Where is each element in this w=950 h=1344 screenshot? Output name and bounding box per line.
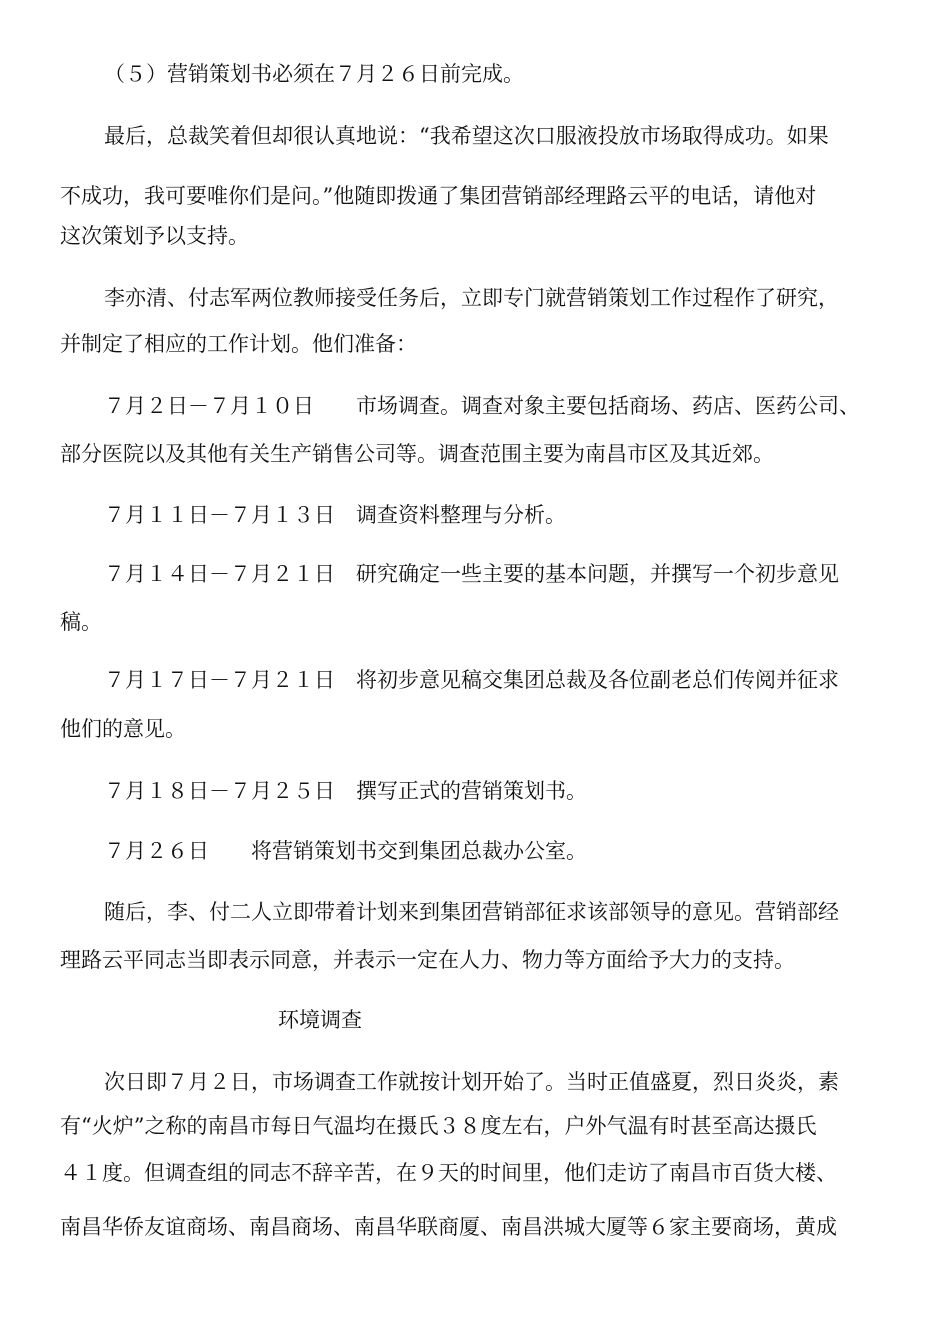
paragraph-teachers-line-2: 并制定了相应的工作计划。他们准备：: [60, 332, 417, 356]
schedule-item-3-line-2: 稿。: [60, 610, 102, 634]
paragraph-survey-line-1: 次日即７月２日，市场调查工作就按计划开始了。当时正值盛夏，烈日炎炎，素: [104, 1070, 839, 1094]
schedule-item-2: ７月１１日－７月１３日 调查资料整理与分析。: [104, 503, 566, 527]
schedule-item-5: ７月１８日－７月２５日 撰写正式的营销策划书。: [104, 779, 587, 803]
schedule-item-1-line-2: 部分医院以及其他有关生产销售公司等。调查范围主要为南昌市区及其近郊。: [60, 442, 774, 466]
paragraph-survey-line-3: ４１度。但调查组的同志不辞辛苦，在９天的时间里，他们走访了南昌市百货大楼、: [60, 1161, 837, 1185]
paragraph-president-line-2: 不成功，我可要唯你们是问。”他随即拨通了集团营销部经理路云平的电话，请他对: [60, 184, 817, 208]
paragraph-survey-line-2: 有“火炉”之称的南昌市每日气温均在摄氏３８度左右，户外气温有时甚至高达摄氏: [60, 1114, 817, 1138]
paragraph-teachers-line-1: 李亦清、付志军两位教师接受任务后，立即专门就营销策划工作过程作了研究，: [104, 286, 839, 310]
paragraph-president-line-1: 最后，总裁笑着但却很认真地说：“我希望这次口服液投放市场取得成功。如果: [104, 124, 829, 148]
section-heading: 环境调查: [278, 1008, 362, 1032]
paragraph-survey-line-4: 南昌华侨友谊商场、南昌商场、南昌华联商厦、南昌洪城大厦等６家主要商场，黄成: [60, 1215, 837, 1239]
paragraph-president-line-3: 这次策划予以支持。: [60, 224, 249, 248]
schedule-item-1-line-1: ７月２日－７月１０日 市场调查。调查对象主要包括商场、药店、医药公司、: [104, 394, 860, 418]
schedule-item-3-line-1: ７月１４日－７月２１日 研究确定一些主要的基本问题，并撰写一个初步意见: [104, 562, 839, 586]
item-5-line: （５）营销策划书必须在７月２６日前完成。: [104, 62, 524, 86]
paragraph-followup-line-2: 理路云平同志当即表示同意，并表示一定在人力、物力等方面给予大力的支持。: [60, 948, 795, 972]
paragraph-followup-line-1: 随后，李、付二人立即带着计划来到集团营销部征求该部领导的意见。营销部经: [104, 900, 839, 924]
schedule-item-6: ７月２６日 将营销策划书交到集团总裁办公室。: [104, 839, 587, 863]
schedule-item-4-line-1: ７月１７日－７月２１日 将初步意见稿交集团总裁及各位副老总们传阅并征求: [104, 668, 839, 692]
schedule-item-4-line-2: 他们的意见。: [60, 717, 186, 741]
